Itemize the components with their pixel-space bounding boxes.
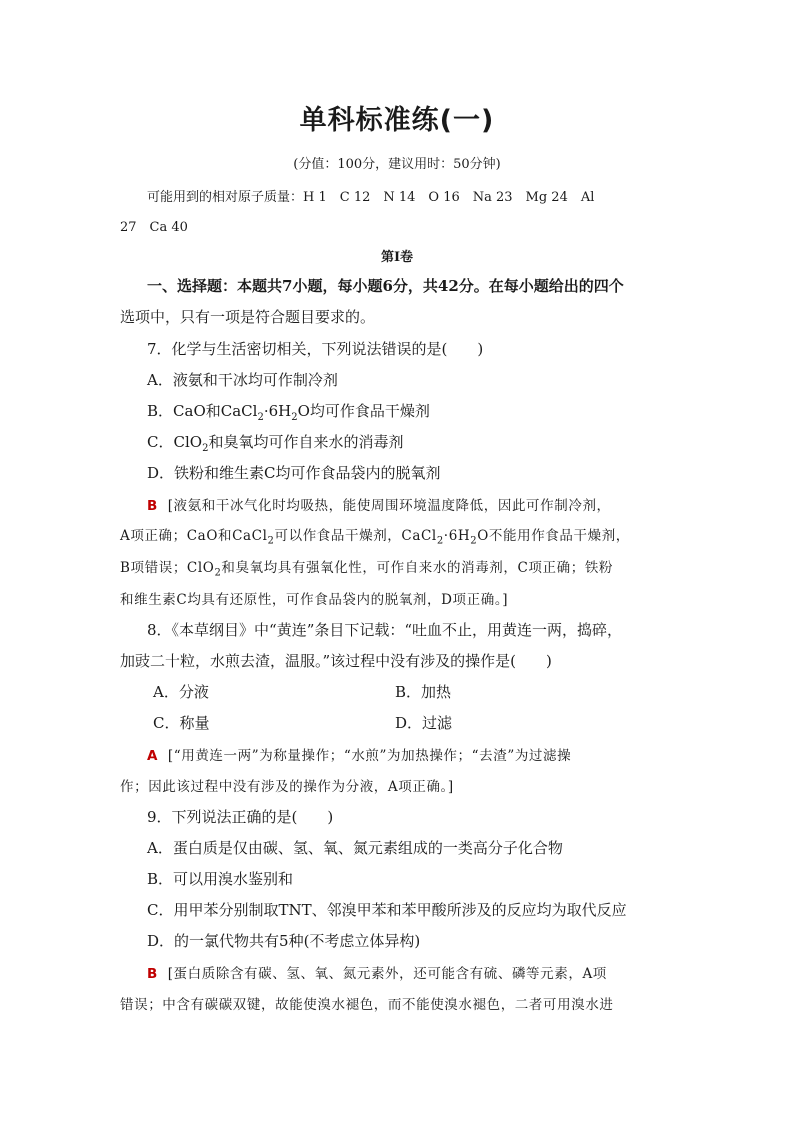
q7-answer-text-2a: A项正确；CaO和CaCl: [120, 528, 268, 544]
q7-answer-sub-2: 2: [436, 535, 444, 547]
q9-option-a: A．蛋白质是仅由碳、氢、氧、氮元素组成的一类高分子化合物: [147, 839, 563, 857]
q8-answer-line-2: 作；因此该过程中没有涉及的操作为分液，A项正确。]: [120, 779, 454, 795]
q9-option-c: C．用甲苯分别制取TNT、邻溴甲苯和苯甲酸所涉及的反应均为取代反应: [147, 901, 627, 919]
q9-stem: 9．下列说法正确的是( ): [147, 808, 334, 826]
volume-heading: 第Ⅰ卷: [380, 250, 414, 265]
q7-answer-text-2b: 可以作食品干燥剂，CaCl: [274, 528, 437, 544]
q7-answer-line-2: [120, 524, 680, 547]
q8-options-row-1: [153, 681, 713, 702]
atomic-masses-line-2: 27 Ca 40: [120, 220, 188, 235]
q7-option-c-part2: 和臭氧均可作自来水的消毒剂: [208, 433, 404, 451]
q9-answer-line-1: [147, 962, 707, 982]
q7-answer-line-4: 和维生素C均具有还原性，可作食品袋内的脱氧剂，D项正确。]: [120, 592, 509, 608]
q7-answer-line-1: [147, 494, 707, 514]
q8-answer-line-1: [147, 744, 707, 764]
atomic-masses-line-1: 可能用到的相对原子质量：H 1 C 12 N 14 O 16 Na 23 Mg 24 Al: [147, 190, 595, 205]
page-title: 单科标准练(一): [299, 105, 495, 136]
q7-option-c-sub: 2: [202, 443, 209, 454]
q7-option-c-part1: C．ClO: [147, 433, 203, 451]
section-instruction-2: 选项中，只有一项是符合题目要求的。: [120, 308, 376, 326]
q7-answer-text-3a: B项错误；ClO: [120, 560, 215, 576]
q7-answer-line-3: [120, 556, 680, 579]
q8-answer-text-1: [“用黄连一两”为称量操作；“水煎”为加热操作；“去渣”为过滤操: [167, 748, 572, 764]
q8-option-b: B．加热: [395, 683, 452, 701]
q7-option-b: [147, 400, 707, 423]
q7-answer-sub-4: 2: [214, 567, 222, 579]
q9-answer-letter: B: [147, 966, 158, 982]
q7-answer-text-2c: ·6H: [443, 528, 471, 544]
q8-option-d: D．过滤: [395, 714, 453, 732]
q7-answer-letter: B: [147, 498, 158, 514]
q7-answer-sub-3: 2: [470, 535, 478, 547]
q7-answer-text-3b: 和臭氧均具有强氧化性，可作自来水的消毒剂，C项正确；铁粉: [221, 560, 614, 576]
q9-option-d: D．的一氯代物共有5种(不考虑立体异构): [147, 932, 421, 950]
q9-option-b: B．可以用溴水鉴别和: [147, 870, 294, 888]
q7-answer-text-1: [液氨和干冰气化时均吸热，能使周围环境温度降低，因此可作制冷剂，: [167, 498, 611, 514]
q7-answer-text-2d: O不能用作食品干燥剂，: [477, 528, 630, 544]
section-instruction-text-1: 一、选择题：本题共7小题，每小题6分，共42分。在每小题给出的四个: [147, 277, 624, 295]
q7-option-d: D．铁粉和维生素C均可作食品袋内的脱氧剂: [147, 464, 441, 482]
q7-option-b-part2: ·6H: [263, 402, 292, 420]
q7-option-b-part3: O均可作食品干燥剂: [297, 402, 430, 420]
q7-option-b-sub2: 2: [291, 412, 298, 423]
exam-info: (分值：100分，建议用时：50分钟): [293, 157, 501, 172]
q7-answer-sub-1: 2: [267, 535, 275, 547]
q7-option-a: A．液氨和干冰均可作制冷剂: [147, 371, 338, 389]
q8-option-c: C．称量: [153, 714, 210, 732]
section-instruction-1: [147, 275, 707, 296]
q8-answer-letter: A: [147, 748, 159, 764]
q7-option-b-part1: B．CaO和CaCl: [147, 402, 258, 420]
q8-option-a: A．分液: [153, 683, 209, 701]
q8-stem-line-2: 加豉二十粒，水煎去渣，温服。”该过程中没有涉及的操作是( ): [120, 652, 552, 670]
q9-answer-line-2: 错误；中含有碳碳双键，故能使溴水褪色，而不能使溴水褪色，二者可用溴水进: [120, 997, 614, 1013]
q9-answer-text-1: [蛋白质除含有碳、氢、氧、氮元素外，还可能含有硫、磷等元素，A项: [167, 966, 607, 982]
q8-stem-line-1: 8．《本草纲目》中“黄连”条目下记载：“吐血不止，用黄连一两，捣碎，: [147, 621, 623, 639]
q8-options-row-2: [153, 712, 713, 733]
q7-option-c: [147, 431, 707, 454]
q7-option-b-sub1: 2: [257, 412, 264, 423]
q7-stem: 7．化学与生活密切相关，下列说法错误的是( ): [147, 340, 484, 358]
